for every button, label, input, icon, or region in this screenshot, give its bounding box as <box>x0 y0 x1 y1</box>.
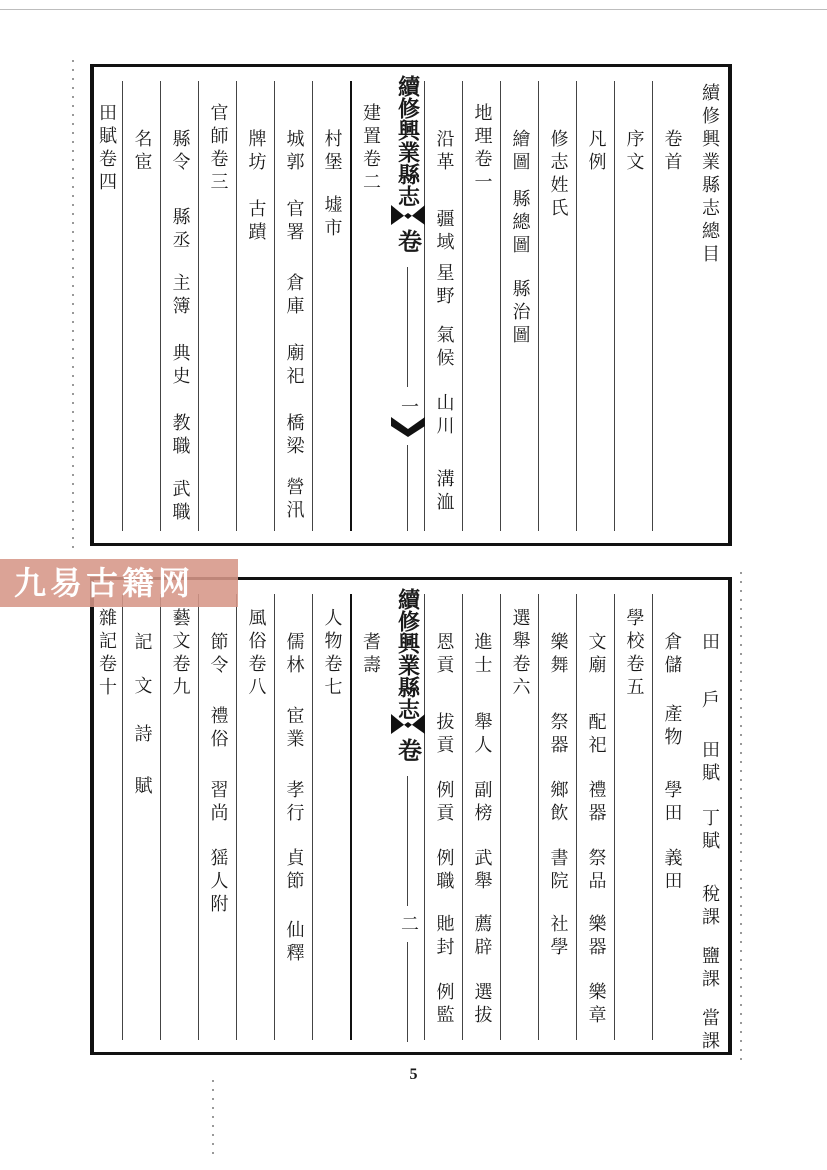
column-xue-xiao: 學校卷五 <box>614 594 652 1040</box>
column-juan-shou: 卷首 <box>652 81 690 531</box>
bottom-page-panel <box>90 577 732 1055</box>
top-rule <box>0 9 827 10</box>
watermark-logo: 九易古籍网 <box>0 559 238 607</box>
column-ru-lin: 儒林 宦業 孝行 貞節 仙釋 <box>274 594 312 1040</box>
column-yue-wu: 樂舞 祭器 鄉飲 書院 社學 <box>538 594 576 1040</box>
column-title <box>690 81 728 531</box>
column-yan-ge: 沿革 疆域 星野 氣候 山川 溝洫 <box>424 81 462 531</box>
column-tian-fu: 田賦卷四 <box>96 103 117 195</box>
column-di-li: 地理卷一 <box>462 81 500 531</box>
band-line <box>407 942 408 1042</box>
band-juan: 卷 <box>393 738 423 762</box>
band-page-number: 二 <box>398 914 419 932</box>
column-jin-shi: 進士 舉人 副榜 武舉 薦辟 選拔 <box>462 594 500 1040</box>
center-band-bottom <box>388 580 428 1052</box>
band-juan: 卷 <box>393 229 423 253</box>
center-band-top <box>388 67 428 543</box>
column-tian-hu: 田 戶 田賦 丁賦 稅課 鹽課 當課 <box>699 632 720 1054</box>
column-xiu-zhi: 修志姓氏 <box>538 81 576 531</box>
fish-tail-mark-lower <box>391 417 425 437</box>
fish-tail-mark-upper <box>391 205 425 225</box>
band-page-number: 一 <box>398 397 419 415</box>
column-yi-wen: 藝文卷九 <box>160 594 198 1040</box>
band-line <box>407 267 408 387</box>
column-cun-bao: 村堡 墟市 <box>312 81 350 531</box>
margin-dots <box>740 572 742 1062</box>
column-en-gong: 恩貢 拔貢 例貢 例職 貤封 例監 <box>424 594 462 1040</box>
margin-dots <box>212 1080 214 1160</box>
column-xian-ling: 縣令 縣丞 主簿 典史 教職 武職 <box>160 81 198 531</box>
band-title: 續修興業縣志 <box>394 75 421 207</box>
column-ren-wu: 人物卷七 <box>312 594 350 1040</box>
column-ji-wen: 記 文 詩 賦 <box>122 594 160 1040</box>
column-ming-huan: 名宦 <box>122 81 160 531</box>
top-page-panel <box>90 64 732 546</box>
column-jie-ling: 節令 禮俗 習尚 猺人附 <box>198 594 236 1040</box>
margin-dots <box>72 60 74 550</box>
column-wen-miao: 文廟 配祀 禮器 祭品 樂器 樂章 <box>576 594 614 1040</box>
column-qi-shou: 耆壽 <box>350 594 388 1040</box>
band-line <box>407 445 408 531</box>
column-xuan-ju: 選舉卷六 <box>500 594 538 1040</box>
column-jian-zhi: 建置卷二 <box>350 81 388 531</box>
column-guan-shi: 官師卷三 <box>198 81 236 531</box>
band-title: 續修興業縣志 <box>394 588 421 720</box>
catalog-title: 續修興業縣志總目 <box>699 83 720 267</box>
column-hui-tu: 繪圖 縣總圖 縣治圖 <box>500 81 538 531</box>
column-xu-wen: 序文 <box>614 81 652 531</box>
column-pai-fang: 牌坊 古蹟 <box>236 81 274 531</box>
column-feng-su: 風俗卷八 <box>236 594 274 1040</box>
column-cheng-guo: 城郭 官署 倉庫 廟祀 橋梁 營汛 <box>274 81 312 531</box>
column-za-ji: 雜記卷十 <box>96 608 117 700</box>
column-cang-chu: 倉儲 產物 學田 義田 <box>652 594 690 1040</box>
column-fan-li: 凡例 <box>576 81 614 531</box>
band-line <box>407 776 408 906</box>
page-number: 5 <box>409 1066 418 1083</box>
